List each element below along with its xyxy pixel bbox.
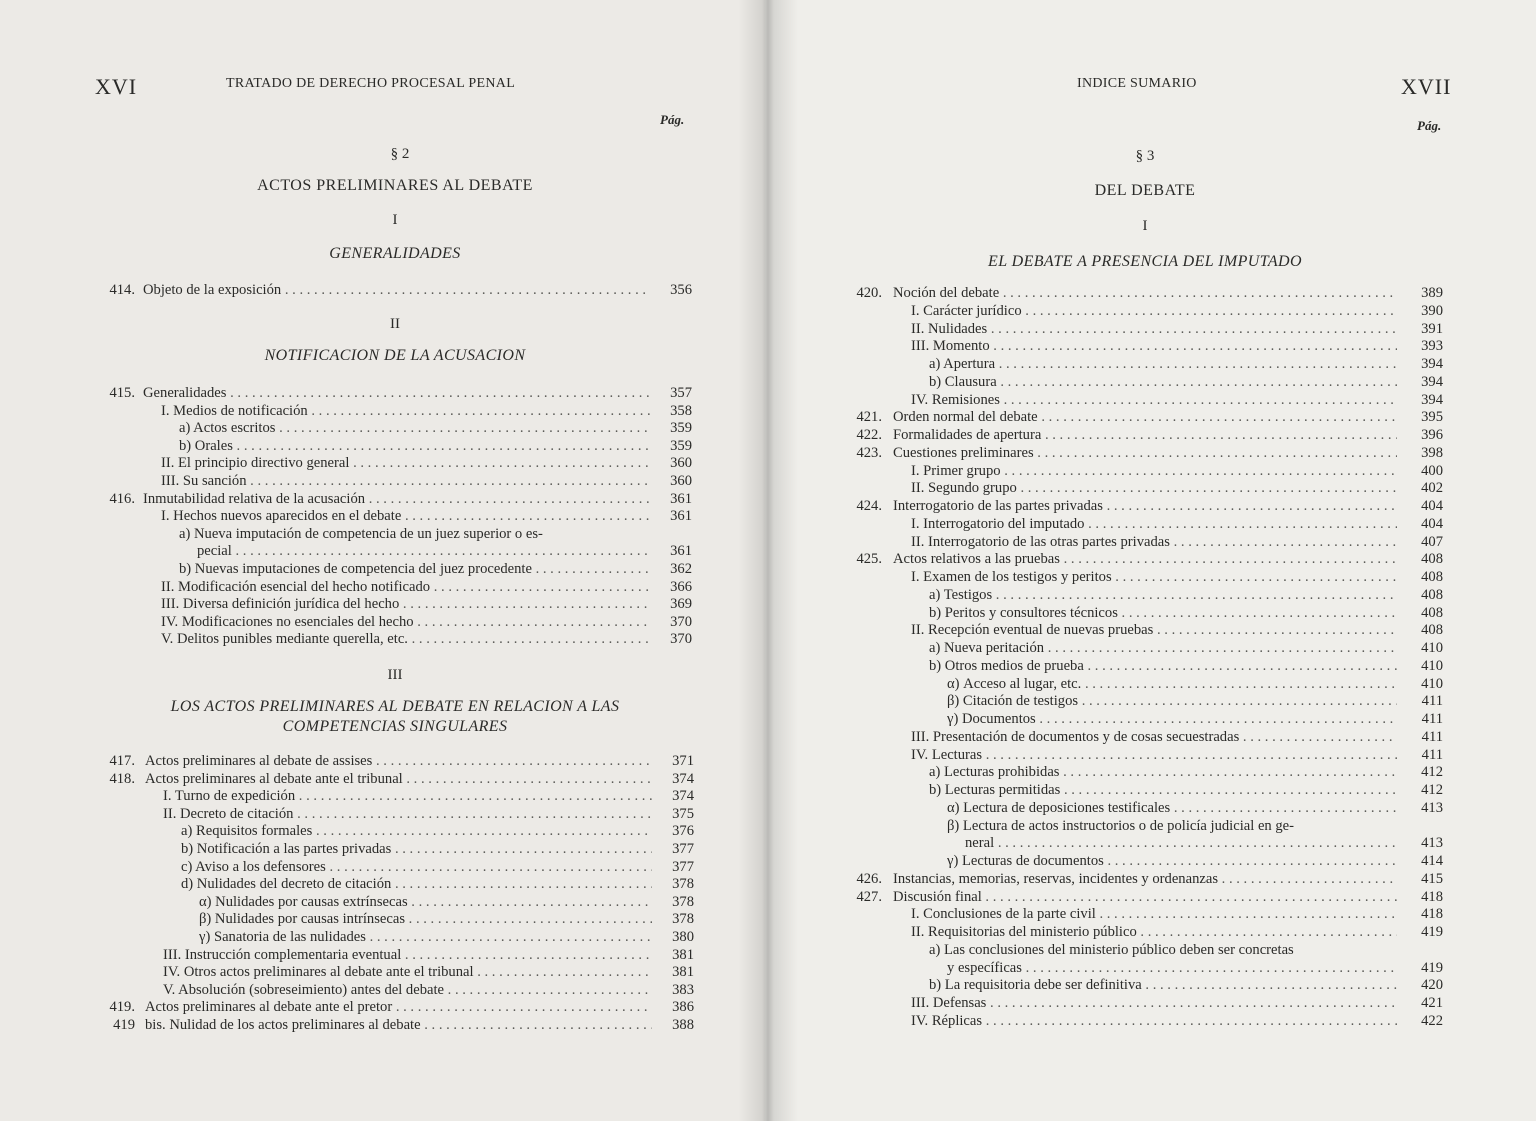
left-running-head: TRATADO DE DERECHO PROCESAL PENAL <box>226 76 516 91</box>
entry-title: Cuestiones preliminares . . . <box>893 445 1397 462</box>
entry-title: III. Su sanción . . . <box>161 473 650 490</box>
entry-title: I. Carácter jurídico . . . <box>911 303 1397 320</box>
entry-page: 408 <box>1421 586 1443 603</box>
entry-title: Actos preliminares al debate ante el pretor . . . <box>145 999 652 1016</box>
left-part2-title: NOTIFICACION DE LA ACUSACION <box>264 347 526 364</box>
entry-title: II. Nulidades . . . <box>911 321 1397 338</box>
entry-title: Interrogatorio de las partes privadas . . . <box>893 498 1397 515</box>
entry-title: γ) Documentos . . . <box>947 711 1397 728</box>
entry-page: 375 <box>672 805 694 822</box>
entry-page: 410 <box>1421 640 1443 656</box>
entry-title: I. Turno de expedición . . . <box>163 788 652 805</box>
entry-title: pecial . . . <box>197 543 650 560</box>
entry-title: III. Defensas . . . <box>911 995 1397 1012</box>
entry-title: III. Presentación de documentos y de cosas secuestradas . . . <box>911 729 1397 746</box>
entry-page: 413 <box>1421 835 1443 852</box>
entry-title: III. Instrucción complementaria eventual . . . <box>163 947 652 964</box>
entry-page: 411 <box>1421 728 1443 745</box>
entry-title: a) Lecturas prohibidas . . . <box>929 764 1397 781</box>
right-pag-label: Pág. <box>1417 118 1442 133</box>
entry-title: II. Interrogatorio de las otras partes privadas . . . <box>911 534 1397 551</box>
entry-title: V. Delitos punibles mediante querella, etc. . . . <box>161 631 650 648</box>
entry-title: I. Hechos nuevos aparecidos en el debate . . . <box>161 508 650 525</box>
entry-page: 383 <box>672 981 694 998</box>
entry-page: 371 <box>672 753 694 769</box>
entry-title: b) Nuevas imputaciones de competencia del juez procedente . . . <box>179 561 650 578</box>
entry-title: Objeto de la exposición . . . <box>143 282 650 299</box>
entry-page: 391 <box>1421 320 1443 337</box>
entry-title: IV. Réplicas . . . <box>911 1013 1397 1030</box>
entry-page: 389 <box>1421 285 1443 301</box>
entry-page: 419 <box>1421 959 1443 976</box>
entry-title: Formalidades de apertura . . . <box>893 427 1397 444</box>
entry-title: b) Peritos y consultores técnicos . . . <box>929 605 1397 622</box>
entry-title: II. El principio directivo general . . . <box>161 455 650 472</box>
entry-title: I. Examen de los testigos y peritos . . . <box>911 569 1397 586</box>
entry-title: Inmutabilidad relativa de la acusación . . . <box>143 491 650 508</box>
entry-number: 414. <box>109 282 135 298</box>
entry-page: 398 <box>1421 444 1443 461</box>
entry-page: 394 <box>1421 356 1443 372</box>
entry-number: 418. <box>109 770 135 787</box>
entry-page: 411 <box>1421 746 1443 763</box>
entry-page: 395 <box>1421 409 1443 426</box>
entry-title: I. Medios de notificación . . . <box>161 403 650 420</box>
entry-title: α) Nulidades por causas extrínsecas . . . <box>199 894 652 911</box>
entry-number: 419 <box>113 1017 135 1033</box>
right-folio: XVII <box>1401 74 1452 99</box>
entry-page: 381 <box>672 964 694 981</box>
entry-page: 369 <box>670 596 692 613</box>
entry-title: a) Requisitos formales . . . <box>181 823 652 840</box>
entry-page: 380 <box>672 929 694 945</box>
entry-page: 378 <box>672 911 694 928</box>
entry-page: 422 <box>1421 1012 1443 1029</box>
left-part3-title-line2: COMPETENCIAS SINGULARES <box>282 718 508 735</box>
entry-title: II. Segundo grupo . . . <box>911 480 1397 497</box>
entry-page: 408 <box>1421 551 1443 568</box>
entry-title: α) Lectura de deposiciones testificales . . . <box>947 800 1397 817</box>
entry-page: 370 <box>670 631 692 648</box>
entry-title: γ) Sanatoria de las nulidades . . . <box>199 929 652 946</box>
entry-page: 418 <box>1421 906 1443 923</box>
entry-number: 417. <box>109 753 135 769</box>
entry-title: a) Testigos . . . <box>929 587 1397 604</box>
entry-page: 361 <box>670 543 692 560</box>
entry-title: I. Conclusiones de la parte civil . . . <box>911 906 1397 923</box>
entry-title: a) Apertura . . . <box>929 356 1397 373</box>
entry-title: I. Primer grupo . . . <box>911 463 1397 480</box>
entry-title: d) Nulidades del decreto de citación . . . <box>181 876 652 893</box>
entry-page: 415 <box>1421 870 1443 887</box>
left-section-mark: § 2 <box>390 146 410 162</box>
entry-page: 414 <box>1421 853 1443 869</box>
entry-page: 360 <box>670 455 692 472</box>
entry-page: 404 <box>1421 515 1443 532</box>
entry-page: 378 <box>672 876 694 893</box>
entry-page: 359 <box>670 437 692 454</box>
entry-page: 377 <box>672 858 694 875</box>
entry-title: c) Aviso a los defensores . . . <box>181 859 652 876</box>
entry-page: 360 <box>670 473 692 489</box>
entry-page: 404 <box>1421 498 1443 514</box>
entry-page: 390 <box>1421 302 1443 319</box>
entry-title: IV. Otros actos preliminares al debate ante el tribunal . . . <box>163 964 652 981</box>
entry-number: 424. <box>856 498 882 514</box>
entry-title: b) Orales . . . <box>179 438 650 455</box>
entry-page: 412 <box>1421 764 1443 781</box>
entry-title: I. Interrogatorio del imputado . . . <box>911 516 1397 533</box>
entry-title: α) Acceso al lugar, etc. . . . <box>947 676 1397 693</box>
entry-title: III. Momento . . . <box>911 338 1397 355</box>
entry-title: II. Requisitorias del ministerio público . . . <box>911 924 1397 941</box>
entry-page: 402 <box>1421 480 1443 497</box>
entry-page: 376 <box>672 823 694 840</box>
entry-number: 419. <box>109 999 135 1016</box>
entry-title: a) Actos escritos . . . <box>179 420 650 437</box>
entry-title: II. Recepción eventual de nuevas pruebas . . . <box>911 622 1397 639</box>
entry-page: 408 <box>1421 622 1443 639</box>
entry-page: 421 <box>1421 995 1443 1011</box>
entry-page: 408 <box>1421 569 1443 585</box>
entry-page: 362 <box>670 561 692 577</box>
entry-page: 396 <box>1421 427 1443 443</box>
entry-title: a) Nueva imputación de competencia de un juez superior o es- <box>179 525 543 542</box>
entry-page: 410 <box>1421 657 1443 674</box>
left-part3-title-line1: LOS ACTOS PRELIMINARES AL DEBATE EN RELACION A LAS <box>170 698 620 715</box>
right-page <box>765 0 1536 1121</box>
entry-page: 361 <box>670 490 692 507</box>
left-part3-roman: III <box>387 667 403 683</box>
entry-page: 374 <box>672 788 694 805</box>
entry-title: β) Nulidades por causas intrínsecas . . . <box>199 911 652 928</box>
entry-page: 374 <box>672 770 694 787</box>
left-part1-title: GENERALIDADES <box>329 245 461 262</box>
entry-title: Actos relativos a las pruebas . . . <box>893 551 1397 568</box>
entry-title: β) Citación de testigos . . . <box>947 693 1397 710</box>
entry-title: y específicas . . . <box>947 960 1397 977</box>
entry-number: 416. <box>109 490 135 507</box>
left-section-title: ACTOS PRELIMINARES AL DEBATE <box>257 177 533 194</box>
entry-page: 366 <box>670 578 692 595</box>
entry-page: 361 <box>670 508 692 525</box>
entry-page: 394 <box>1421 373 1443 390</box>
entry-page: 378 <box>672 893 694 910</box>
entry-number: 426. <box>856 870 882 887</box>
entry-page: 407 <box>1421 533 1443 550</box>
entry-page: 386 <box>672 999 694 1016</box>
entry-page: 393 <box>1421 338 1443 355</box>
entry-number: 415. <box>109 385 135 401</box>
entry-page: 420 <box>1421 977 1443 994</box>
entry-page: 411 <box>1421 693 1443 710</box>
entry-page: 358 <box>670 402 692 419</box>
entry-title: Actos preliminares al debate ante el tribunal . . . <box>145 771 652 788</box>
right-part1-title: EL DEBATE A PRESENCIA DEL IMPUTADO <box>988 253 1302 270</box>
entry-title: b) Otros medios de prueba . . . <box>929 658 1397 675</box>
entry-title: Generalidades . . . <box>143 385 650 402</box>
entry-number: 420. <box>856 285 882 301</box>
entry-page: 410 <box>1421 675 1443 692</box>
entry-title: IV. Modificaciones no esenciales del hecho . . . <box>161 614 650 631</box>
left-folio: XVI <box>95 74 138 99</box>
left-page <box>0 0 765 1121</box>
entry-title: Actos preliminares al debate de assises . . . <box>145 753 652 770</box>
entry-title: a) Nueva peritación . . . <box>929 640 1397 657</box>
entry-title: b) La requisitoria debe ser definitiva . . . <box>929 977 1397 994</box>
right-running-head: INDICE SUMARIO <box>1077 76 1197 91</box>
entry-title: II. Decreto de citación . . . <box>163 806 652 823</box>
entry-title: IV. Remisiones . . . <box>911 392 1397 409</box>
entry-page: 381 <box>672 946 694 963</box>
entry-title: β) Lectura de actos instructorios o de policía judicial en ge- <box>947 817 1295 834</box>
left-part1-roman: I <box>392 212 398 228</box>
book-gutter <box>738 0 798 1121</box>
right-section-title: DEL DEBATE <box>1094 182 1196 199</box>
entry-number: 427. <box>856 888 882 905</box>
entry-page: 400 <box>1421 462 1443 479</box>
entry-page: 357 <box>670 385 692 401</box>
entry-page: 413 <box>1421 799 1443 816</box>
entry-title: V. Absolución (sobreseimiento) antes del debate . . . <box>163 982 652 999</box>
entry-page: 356 <box>670 282 692 298</box>
entry-page: 419 <box>1421 924 1443 940</box>
entry-title: b) Clausura . . . <box>929 374 1397 391</box>
entry-title: Instancias, memorias, reservas, incidentes y ordenanzas . . . <box>893 871 1397 888</box>
entry-title: bis. Nulidad de los actos preliminares al debate . . . <box>145 1017 652 1034</box>
entry-title: Noción del debate . . . <box>893 285 1397 302</box>
entry-page: 359 <box>670 420 692 437</box>
entry-title: neral . . . <box>965 835 1397 852</box>
left-pag-label: Pág. <box>660 112 685 127</box>
entry-page: 394 <box>1421 391 1443 408</box>
entry-number: 422. <box>856 427 882 443</box>
entry-page: 412 <box>1421 782 1443 798</box>
entry-title: Orden normal del debate . . . <box>893 409 1397 426</box>
entry-title: a) Las conclusiones del ministerio público deben ser concretas <box>929 941 1294 958</box>
entry-title: III. Diversa definición jurídica del hecho . . . <box>161 596 650 613</box>
entry-title: b) Lecturas permitidas . . . <box>929 782 1397 799</box>
entry-page: 418 <box>1421 888 1443 905</box>
entry-title: γ) Lecturas de documentos . . . <box>947 853 1397 870</box>
entry-page: 408 <box>1421 604 1443 621</box>
entry-number: 421. <box>856 409 882 426</box>
entry-page: 377 <box>672 841 694 857</box>
entry-page: 388 <box>672 1017 694 1033</box>
entry-number: 423. <box>856 444 882 461</box>
entry-number: 425. <box>856 551 882 568</box>
left-part2-roman: II <box>390 316 400 332</box>
entry-title: b) Notificación a las partes privadas . . . <box>181 841 652 858</box>
entry-title: Discusión final . . . <box>893 889 1397 906</box>
right-section-mark: § 3 <box>1135 148 1155 164</box>
entry-page: 370 <box>670 613 692 630</box>
entry-title: IV. Lecturas . . . <box>911 747 1397 764</box>
entry-page: 411 <box>1421 711 1443 727</box>
entry-title: II. Modificación esencial del hecho notificado . . . <box>161 579 650 596</box>
right-part1-roman: I <box>1142 218 1148 234</box>
